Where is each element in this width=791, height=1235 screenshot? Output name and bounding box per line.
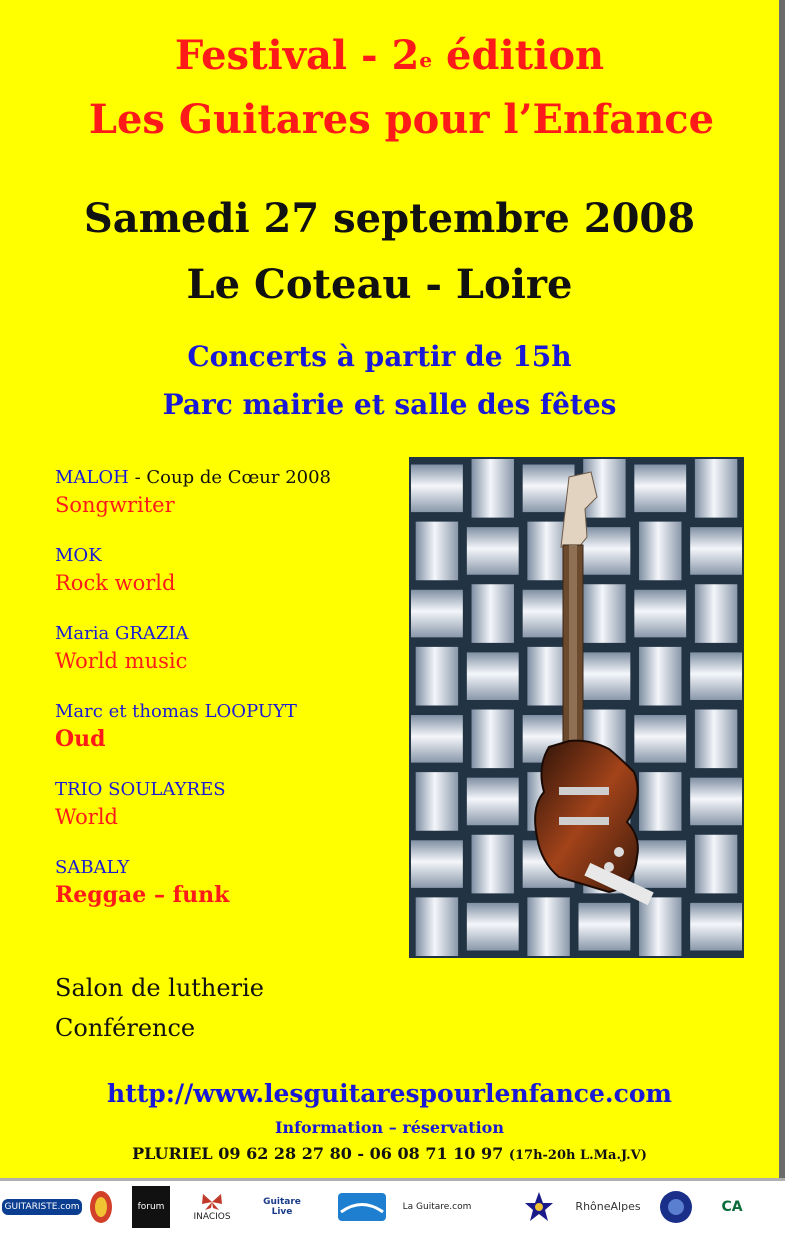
weave-ribbon	[472, 710, 514, 769]
artist-genre: World	[55, 805, 118, 829]
artist-name: TRIO SOULAYRES	[55, 779, 226, 800]
weave-ribbon	[416, 647, 458, 706]
lineup-list	[55, 466, 395, 910]
extra-lutherie: Salon de lutherie	[55, 974, 264, 1002]
artist-genre: Oud	[55, 726, 106, 752]
weave-ribbon	[416, 897, 458, 956]
artist-name: MALOH	[55, 467, 129, 488]
weave-ribbon	[411, 465, 463, 513]
weave-ribbon	[579, 903, 631, 951]
sponsor-logo-forum: forum	[132, 1186, 170, 1228]
event-place: Le Coteau - Loire	[186, 261, 573, 308]
festival-edition-heading: Festival - 2e édition	[174, 32, 605, 79]
venue: Parc mairie et salle des fêtes	[162, 388, 617, 421]
sponsor-logo-guitariste: GUITARISTE.com	[12, 1186, 72, 1228]
sponsor-logo-circle	[657, 1186, 695, 1228]
weave-ribbon	[416, 522, 458, 581]
event-date: Samedi 27 septembre 2008	[83, 195, 696, 242]
extra-conference: Conférence	[55, 1014, 196, 1042]
weave-ribbon	[690, 903, 742, 951]
weave-ribbon	[634, 840, 686, 888]
weave-ribbon	[467, 652, 519, 700]
weave-ribbon	[695, 584, 737, 643]
sponsor-logo-rhone-alpes: RhôneAlpes	[575, 1200, 641, 1213]
weave-ribbon	[639, 772, 681, 831]
weave-ribbon	[527, 897, 569, 956]
guitar-artwork	[409, 457, 744, 958]
lineup-item	[55, 622, 395, 676]
weave-ribbon	[634, 715, 686, 763]
weave-ribbon	[695, 835, 737, 894]
weave-ribbon	[467, 778, 519, 826]
phone-line	[0, 1142, 779, 1168]
artist-genre: Songwriter	[55, 493, 175, 517]
weave-ribbon	[639, 647, 681, 706]
weave-ribbon	[690, 778, 742, 826]
sponsor-logo-star	[515, 1186, 563, 1228]
lineup-item	[55, 778, 395, 832]
weave-ribbon	[690, 652, 742, 700]
artist-name: Marc et thomas LOOPUYT	[55, 701, 297, 722]
weave-ribbon	[634, 465, 686, 513]
weave-ribbon	[695, 459, 737, 518]
festival-name: Les Guitares pour l’Enfance	[88, 96, 715, 143]
website-link[interactable]: http://www.lesguitarespourlenfance.com	[107, 1079, 672, 1108]
weave-ribbon	[411, 590, 463, 638]
artist-genre: Rock world	[55, 571, 176, 595]
weave-ribbon	[472, 459, 514, 518]
weave-ribbon	[639, 897, 681, 956]
weave-ribbon	[583, 584, 625, 643]
lineup-item	[55, 856, 395, 910]
artist-name: MOK	[55, 545, 102, 566]
phone-numbers: PLURIEL 09 62 28 27 80 - 06 08 71 10 97	[132, 1144, 504, 1163]
phone-hours: (17h-20h L.Ma.J.V)	[508, 1148, 647, 1163]
weave-ribbon	[634, 590, 686, 638]
sponsor-logo-inacios: INACIOS	[195, 1186, 229, 1228]
artist-name: Maria GRAZIA	[55, 623, 189, 644]
extras-list	[55, 968, 264, 1048]
lineup-item	[55, 466, 395, 520]
weave-ribbon	[472, 835, 514, 894]
sponsor-logo-blue	[337, 1186, 387, 1228]
lineup-item	[55, 700, 395, 754]
weave-ribbon	[690, 527, 742, 575]
weave-ribbon	[639, 522, 681, 581]
artist-name: SABALY	[55, 857, 130, 878]
weave-ribbon	[411, 715, 463, 763]
artist-genre: World music	[55, 649, 188, 673]
sponsor-logo-emblem	[88, 1186, 114, 1228]
weave-ribbon	[467, 903, 519, 951]
weave-ribbon	[472, 584, 514, 643]
weave-ribbon	[579, 652, 631, 700]
sponsor-logo-guitare-live: Guitare Live	[263, 1197, 301, 1217]
artist-note: - Coup de Cœur 2008	[128, 467, 332, 488]
poster-edge-shadow	[779, 0, 785, 1178]
weave-ribbon	[416, 772, 458, 831]
sponsor-logo-la-guitare: La Guitare.com	[402, 1202, 472, 1212]
lineup-item	[55, 544, 395, 598]
weave-ribbon	[695, 710, 737, 769]
info-label: Information – réservation	[275, 1118, 504, 1137]
concerts-time: Concerts à partir de 15h	[187, 340, 572, 373]
weave-ribbon	[411, 840, 463, 888]
sponsor-logo-ca: CA	[721, 1199, 743, 1215]
weave-ribbon	[467, 527, 519, 575]
artist-genre: Reggae – funk	[55, 882, 230, 908]
